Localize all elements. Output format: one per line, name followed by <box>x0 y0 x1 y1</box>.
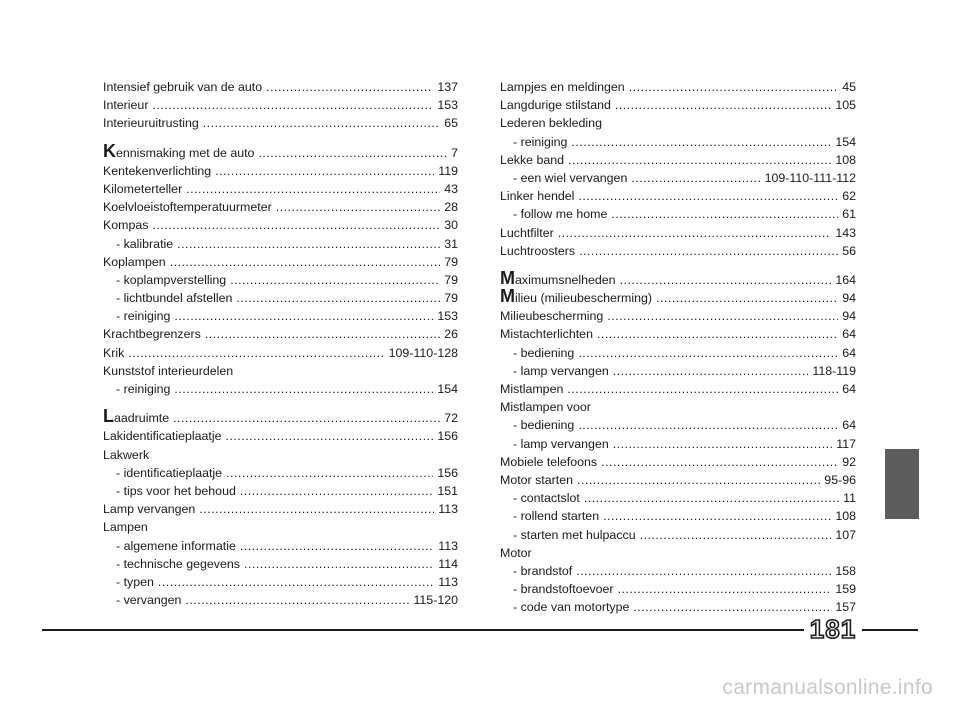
dot-leader <box>568 151 831 169</box>
entry-label <box>103 180 182 198</box>
index-subentry <box>500 205 856 223</box>
dot-leader <box>558 224 832 242</box>
footer-rule-left <box>42 629 804 631</box>
entry-text: - follow me home <box>513 207 608 222</box>
index-subentry <box>500 362 856 380</box>
entry-page-ref: 105 <box>835 98 856 113</box>
entry-page-ref: 157 <box>835 600 856 615</box>
entry-label <box>116 235 173 253</box>
index-entry <box>500 398 856 416</box>
dot-leader <box>258 144 447 162</box>
entry-text: Luchtfilter <box>500 225 554 240</box>
entry-label <box>103 446 149 464</box>
entry-label <box>500 380 563 398</box>
entry-text: Mistachterlichten <box>500 327 593 342</box>
entry-label <box>103 96 148 114</box>
entry-text: ennismaking met de auto <box>116 145 255 160</box>
entry-label <box>103 406 170 427</box>
index-entry <box>103 140 458 162</box>
entry-label <box>513 133 567 151</box>
entry-page-ref: 11 <box>843 491 856 506</box>
index-entry <box>103 114 458 132</box>
index-entry <box>500 453 856 471</box>
section-initial: K <box>103 140 116 161</box>
dot-leader <box>225 427 433 445</box>
entry-text: aadruimte <box>114 411 170 426</box>
dot-leader <box>205 325 440 343</box>
entry-text: - bediening <box>513 345 575 360</box>
entry-page-ref: 164 <box>835 272 856 287</box>
entry-text: - reiniging <box>513 134 568 149</box>
entry-text: Lampen <box>103 520 148 535</box>
entry-text: Luchtroosters <box>500 243 576 258</box>
entry-text: - identificatieplaatje <box>116 465 223 480</box>
entry-text: Kilometerteller <box>103 181 183 196</box>
index-subentry <box>103 271 458 289</box>
entry-label <box>103 216 148 234</box>
index-entry <box>500 267 856 289</box>
dot-leader <box>236 289 440 307</box>
entry-page-ref: 26 <box>444 327 458 342</box>
entry-label <box>103 518 148 536</box>
dot-leader <box>240 482 433 500</box>
entry-label <box>500 398 591 416</box>
entry-label <box>500 78 625 96</box>
entry-label <box>500 114 602 132</box>
index-entry <box>500 380 856 398</box>
index-entry <box>103 162 458 180</box>
dot-leader <box>152 96 433 114</box>
index-subentry <box>500 435 856 453</box>
dot-leader <box>631 169 760 187</box>
entry-page-ref: 156 <box>437 429 458 444</box>
index-entry <box>500 242 856 260</box>
entry-page-ref: 64 <box>842 327 856 342</box>
index-entry <box>103 325 458 343</box>
index-column-left <box>103 78 458 609</box>
dot-leader <box>266 78 433 96</box>
entry-text: ilieu (milieubescherming) <box>515 291 653 306</box>
dot-leader <box>571 133 831 151</box>
entry-page-ref: 79 <box>444 291 458 306</box>
index-subentry <box>500 562 856 580</box>
entry-label <box>513 205 607 223</box>
entry-page-ref: 94 <box>842 309 856 324</box>
entry-label <box>500 286 653 307</box>
entry-label <box>103 344 124 362</box>
entry-page-ref: 79 <box>444 254 458 269</box>
index-subentry <box>500 580 856 598</box>
entry-text: - bediening <box>513 418 575 433</box>
dot-leader <box>244 555 434 573</box>
entry-page-ref: 7 <box>451 145 458 160</box>
dot-leader <box>579 242 838 260</box>
entry-page-ref: 119 <box>438 163 458 178</box>
entry-page-ref: 107 <box>835 527 856 542</box>
entry-page-ref: 109-110-128 <box>388 345 458 360</box>
entry-label <box>103 325 201 343</box>
dot-leader <box>230 271 440 289</box>
dot-leader <box>226 464 433 482</box>
entry-page-ref: 153 <box>437 309 458 324</box>
watermark: carmanualsonline.info <box>722 676 933 699</box>
dot-leader <box>576 562 831 580</box>
entry-label <box>500 471 573 489</box>
entry-text: - algemene informatie <box>116 538 236 553</box>
entry-text: Krik <box>103 345 125 360</box>
entry-text: Intensief gebruik van de auto <box>103 80 263 94</box>
index-entry <box>103 344 458 362</box>
entry-page-ref: 64 <box>842 418 856 433</box>
dot-leader <box>185 591 409 609</box>
index-entry <box>103 96 458 114</box>
entry-text: Kentekenverlichting <box>103 163 212 178</box>
entry-text: - vervangen <box>116 593 182 608</box>
entry-label <box>513 435 609 453</box>
dot-leader <box>601 453 838 471</box>
entry-page-ref: 30 <box>444 218 458 233</box>
index-entry <box>500 151 856 169</box>
entry-label <box>513 598 629 616</box>
entry-text: Koplampen <box>103 254 166 269</box>
index-entry <box>103 427 458 445</box>
entry-text: Lakidentificatieplaatje <box>103 429 222 444</box>
entry-text: Mistlampen <box>500 382 564 396</box>
index-entry <box>500 325 856 343</box>
entry-label <box>116 573 154 591</box>
entry-text: - rollend starten <box>513 509 600 524</box>
index-subentry <box>103 464 458 482</box>
entry-page-ref: 143 <box>835 225 856 240</box>
dot-leader <box>567 380 838 398</box>
entry-label <box>513 344 574 362</box>
entry-label <box>116 591 181 609</box>
entry-text: - lichtbundel afstellen <box>116 291 233 306</box>
section-initial: M <box>500 267 515 288</box>
index-subentry <box>103 591 458 609</box>
entry-text: - technische gegevens <box>116 556 240 571</box>
entry-label <box>500 187 574 205</box>
entry-page-ref: 31 <box>444 236 458 251</box>
dot-leader <box>656 289 838 307</box>
dot-leader <box>203 114 440 132</box>
index-subentry <box>103 289 458 307</box>
index-entry <box>103 362 458 380</box>
entry-text: Motor starten <box>500 472 573 487</box>
entry-text: - brandstof <box>513 563 573 578</box>
entry-text: Interieuruitrusting <box>103 116 199 131</box>
entry-label <box>103 500 195 518</box>
entry-text: - een wiel vervangen <box>513 170 628 185</box>
entry-text: Lampjes en meldingen <box>500 80 625 94</box>
entry-page-ref: 154 <box>437 382 458 396</box>
dot-leader <box>240 537 434 555</box>
index-entry <box>103 446 458 464</box>
entry-label <box>116 537 236 555</box>
index-entry <box>103 500 458 518</box>
entry-label <box>513 507 599 525</box>
dot-leader <box>177 235 440 253</box>
index-entry <box>500 114 856 132</box>
index-subentry <box>500 526 856 544</box>
entry-page-ref: 158 <box>835 563 856 578</box>
entry-page-ref: 118-119 <box>812 363 856 378</box>
dot-leader <box>158 573 434 591</box>
index-entry <box>500 544 856 562</box>
dot-leader <box>152 216 440 234</box>
entry-page-ref: 113 <box>438 502 458 517</box>
entry-text: Langdurige stilstand <box>500 98 611 113</box>
entry-text: - lamp vervangen <box>513 436 609 451</box>
dot-leader <box>174 380 433 398</box>
dot-leader <box>186 180 440 198</box>
entry-label <box>103 427 221 445</box>
entry-page-ref: 159 <box>835 582 856 597</box>
dot-leader <box>629 78 839 96</box>
entry-page-ref: 113 <box>438 538 458 553</box>
entry-page-ref: 108 <box>835 509 856 524</box>
entry-text: - contactslot <box>513 491 580 506</box>
entry-label <box>116 271 226 289</box>
dot-leader <box>170 253 441 271</box>
entry-text: - typen <box>116 574 154 589</box>
entry-label <box>513 580 614 598</box>
entry-page-ref: 79 <box>444 272 458 287</box>
dot-leader <box>615 96 831 114</box>
dot-leader <box>613 435 833 453</box>
index-entry <box>500 471 856 489</box>
entry-text: Interieur <box>103 98 149 113</box>
index-entry <box>103 78 458 96</box>
entry-text: Linker hendel <box>500 189 575 204</box>
entry-page-ref: 95-96 <box>824 472 856 487</box>
dot-leader <box>611 205 838 223</box>
entry-label <box>116 464 222 482</box>
index-entry <box>103 406 458 427</box>
entry-label <box>116 555 240 573</box>
dot-leader <box>633 598 831 616</box>
entry-text: - reiniging <box>116 309 171 324</box>
index-entry <box>500 224 856 242</box>
entry-label <box>116 380 170 398</box>
index-subentry <box>500 344 856 362</box>
dot-leader <box>128 344 384 362</box>
index-entry <box>500 96 856 114</box>
index-subentry <box>500 416 856 434</box>
dot-leader <box>173 409 440 427</box>
entry-text: Kompas <box>103 218 149 233</box>
dot-leader <box>577 471 820 489</box>
entry-page-ref: 137 <box>437 80 458 94</box>
entry-page-ref: 113 <box>438 574 458 589</box>
entry-text: Lekke band <box>500 152 565 167</box>
entry-text: Motor <box>500 545 532 560</box>
entry-text: - reiniging <box>116 382 171 396</box>
entry-page-ref: 62 <box>842 189 856 204</box>
index-subentry <box>103 537 458 555</box>
entry-page-ref: 45 <box>842 80 856 94</box>
entry-label <box>500 224 554 242</box>
entry-page-ref: 153 <box>437 98 458 113</box>
index-entry <box>103 216 458 234</box>
entry-page-ref: 56 <box>842 243 856 258</box>
entry-text: Kunststof interieurdelen <box>103 363 234 378</box>
entry-label <box>103 162 211 180</box>
index-entry <box>103 180 458 198</box>
dot-leader <box>215 162 434 180</box>
entry-page-ref: 64 <box>842 382 856 396</box>
entry-label <box>116 289 232 307</box>
entry-text: Koelvloeistoftemperatuurmeter <box>103 200 272 215</box>
index-entry <box>103 253 458 271</box>
entry-label <box>513 489 580 507</box>
entry-text: aximumsnelheden <box>515 272 616 287</box>
entry-label <box>116 482 236 500</box>
entry-text: - lamp vervangen <box>513 363 609 378</box>
entry-text: - kalibratie <box>116 236 174 251</box>
entry-label <box>103 198 272 216</box>
dot-leader <box>578 187 838 205</box>
entry-page-ref: 108 <box>835 152 856 167</box>
dot-leader <box>199 500 434 518</box>
section-initial: M <box>500 286 515 307</box>
entry-page-ref: 94 <box>842 291 856 306</box>
entry-label <box>103 362 233 380</box>
index-subentry <box>500 133 856 151</box>
entry-label <box>500 544 532 562</box>
entry-label <box>103 253 166 271</box>
index-subentry <box>500 169 856 187</box>
entry-page-ref: 109-110-111-112 <box>764 170 856 185</box>
index-subentry <box>500 598 856 616</box>
index-entry <box>500 286 856 307</box>
entry-text: Krachtbegrenzers <box>103 327 201 342</box>
dot-leader <box>613 362 809 380</box>
entry-text: - koplampverstelling <box>116 272 227 287</box>
dot-leader <box>276 198 440 216</box>
entry-label <box>500 242 575 260</box>
entry-text: Mobiele telefoons <box>500 454 598 469</box>
entry-page-ref: 72 <box>444 411 458 426</box>
entry-label <box>513 416 574 434</box>
index-subentry <box>103 307 458 325</box>
entry-label <box>500 96 611 114</box>
entry-text: Lamp vervangen <box>103 502 196 517</box>
section-thumb-tab <box>885 449 919 519</box>
entry-label <box>103 114 199 132</box>
index-entry <box>500 187 856 205</box>
entry-label <box>116 307 170 325</box>
entry-label <box>513 526 636 544</box>
index-entry <box>103 198 458 216</box>
entry-page-ref: 154 <box>835 134 856 149</box>
footer-rule-right <box>862 629 918 631</box>
index-subentry <box>103 555 458 573</box>
dot-leader <box>607 307 838 325</box>
entry-label <box>513 362 609 380</box>
entry-text: - tips voor het behoud <box>116 483 236 498</box>
entry-text: - code van motortype <box>513 600 630 615</box>
index-subentry <box>103 380 458 398</box>
dot-leader <box>640 526 832 544</box>
entry-label <box>103 140 255 162</box>
entry-page-ref: 114 <box>438 556 458 571</box>
index-entry <box>500 307 856 325</box>
section-initial: L <box>103 406 114 427</box>
entry-text: Lakwerk <box>103 447 150 462</box>
dot-leader <box>603 507 831 525</box>
index-subentry <box>103 482 458 500</box>
entry-text: Lederen bekleding <box>500 116 602 131</box>
entry-page-ref: 64 <box>842 345 856 360</box>
entry-page-ref: 43 <box>444 181 458 196</box>
index-subentry <box>103 235 458 253</box>
dot-leader <box>578 344 838 362</box>
index-subentry <box>500 489 856 507</box>
entry-label <box>500 325 593 343</box>
entry-page-ref: 65 <box>444 116 458 131</box>
entry-text: - starten met hulpaccu <box>513 527 636 542</box>
dot-leader <box>597 325 838 343</box>
entry-page-ref: 151 <box>437 483 458 498</box>
dot-leader <box>620 271 832 289</box>
dot-leader <box>578 416 838 434</box>
page-number: 181 <box>809 614 857 644</box>
entry-text: Mistlampen voor <box>500 400 591 415</box>
dot-leader <box>584 489 839 507</box>
entry-label <box>500 307 603 325</box>
index-entry <box>500 78 856 96</box>
entry-label <box>500 267 616 289</box>
entry-page-ref: 92 <box>842 454 856 469</box>
dot-leader <box>174 307 433 325</box>
index-entry <box>103 518 458 536</box>
index-subentry <box>103 573 458 591</box>
entry-text: Milieubescherming <box>500 309 604 324</box>
entry-label <box>500 453 597 471</box>
entry-page-ref: 156 <box>437 465 458 480</box>
dot-leader <box>618 580 832 598</box>
entry-page-ref: 61 <box>842 207 856 222</box>
entry-page-ref: 117 <box>836 436 856 451</box>
entry-label <box>103 78 262 96</box>
entry-page-ref: 28 <box>444 200 458 215</box>
entry-label <box>500 151 564 169</box>
entry-page-ref: 115-120 <box>413 593 458 608</box>
entry-label <box>513 169 627 187</box>
index-subentry <box>500 507 856 525</box>
entry-label <box>513 562 572 580</box>
index-column-right <box>500 78 856 616</box>
entry-text: - brandstoftoevoer <box>513 582 614 597</box>
